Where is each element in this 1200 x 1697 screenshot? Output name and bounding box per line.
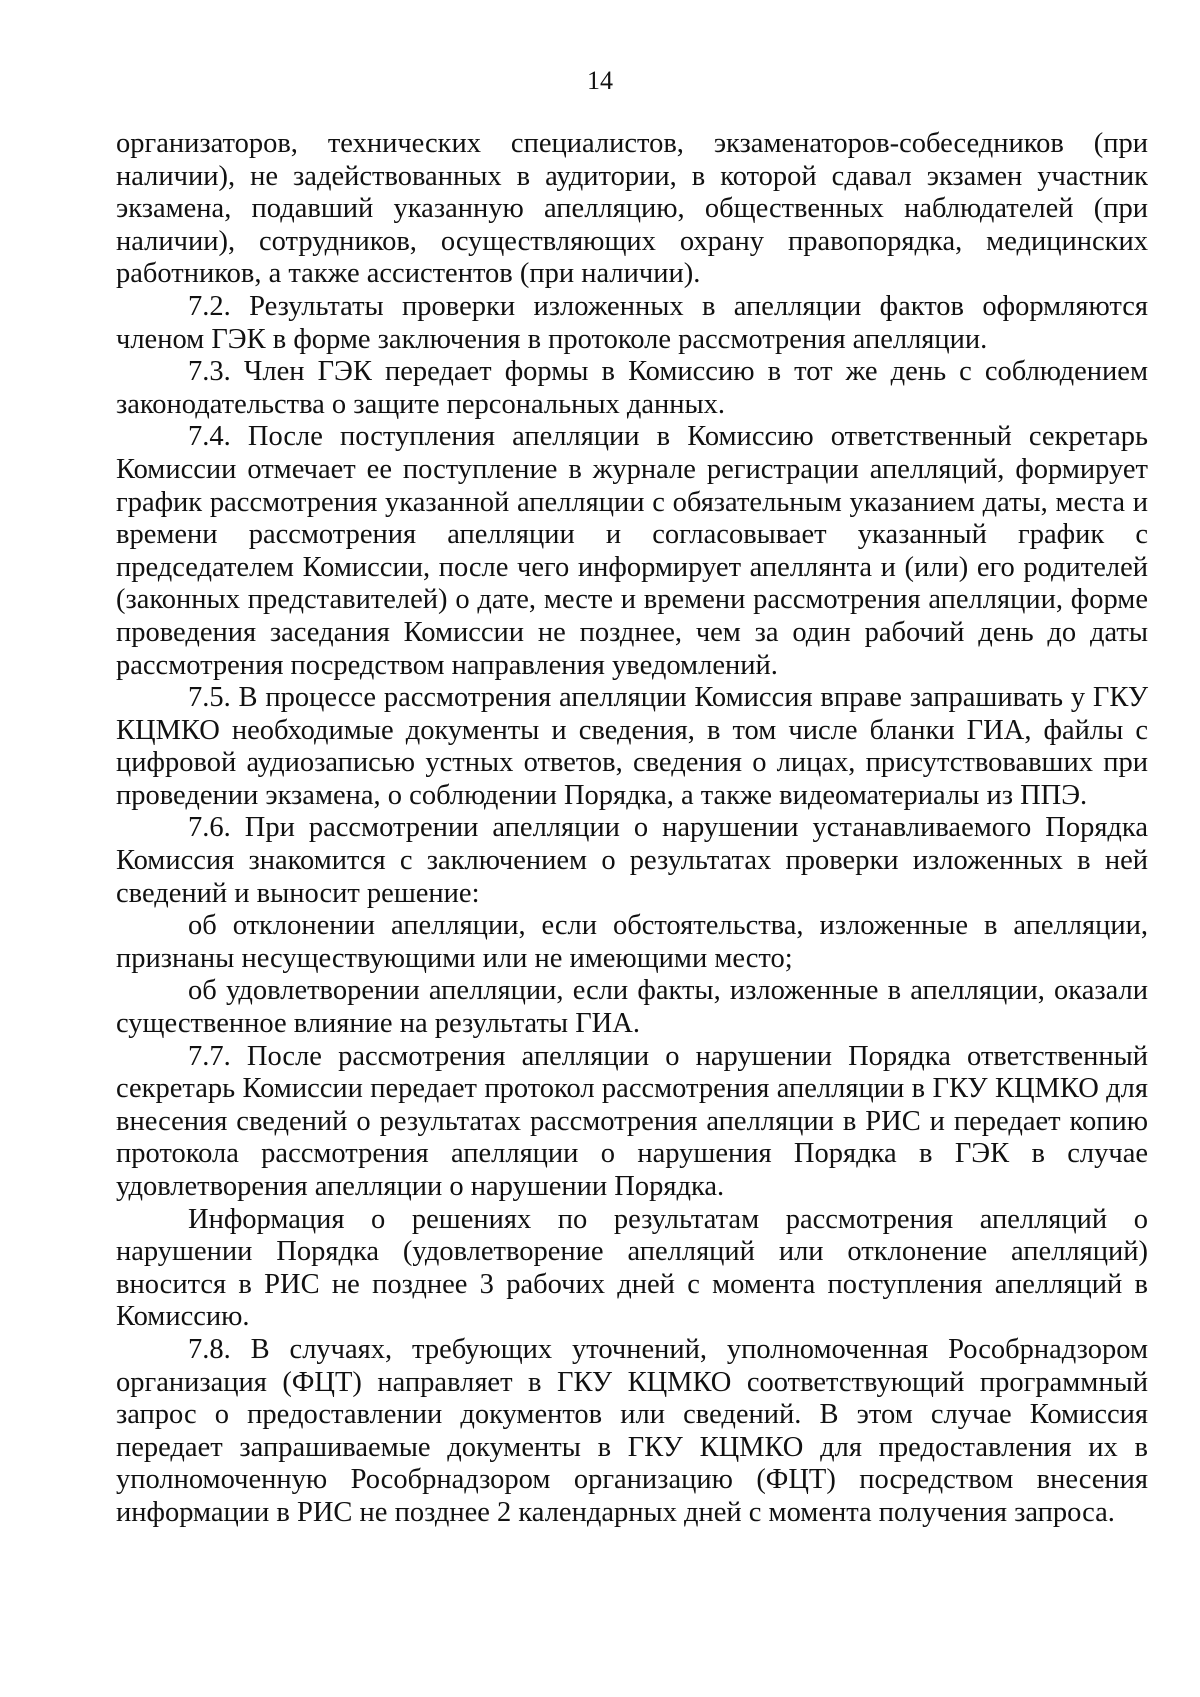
paragraph-7-6: 7.6. При рассмотрении апелляции о нарушении устанавливаемого Порядка Комиссия знакомится с заключением о результатах проверки изложенных в ней сведений и выносит решение: — [116, 812, 1148, 909]
paragraph-7-8: 7.8. В случаях, требующих уточнений, уполномоченная Рособрнадзором организация (ФЦТ) направляет в ГКУ КЦМКО соответствующий программный запрос о предоставлении документов или сведений. В этом случае Комиссия передает запрашиваемые документы в ГКУ КЦМКО для предоставления их в уполномоченную Рособрнадзором организацию (ФЦТ) посредством внесения информации в РИС не позднее 2 календарных дней с момента получения запроса. — [116, 1333, 1148, 1528]
paragraph-7-5: 7.5. В процессе рассмотрения апелляции Комиссия вправе запрашивать у ГКУ КЦМКО необходимые документы и сведения, в том числе бланки ГИА, файлы с цифровой аудиозаписью устных ответов, сведения о лицах, присутствовавших при проведении экзамена, о соблюдении Порядка, а также видеоматериалы из ППЭ. — [116, 682, 1148, 811]
paragraph-7-4: 7.4. После поступления апелляции в Комиссию ответственный секретарь Комиссии отмечает ее поступление в журнале регистрации апелляций, формирует график рассмотрения указанной апелляции с обязательным указанием даты, места и времени рассмотрения апелляции и согласовывает указанный график с председателем Комиссии, после чего информирует апеллянта и (или) его родителей (законных представителей) о дате, месте и времени рассмотрения апелляции, форме проведения заседания Комиссии не позднее, чем за один рабочий день до даты рассмотрения посредством направления уведомлений. — [116, 421, 1148, 681]
paragraph-7-7-information: Информация о решениях по результатам рассмотрения апелляций о нарушении Порядка (удовлетворение апелляций или отклонение апелляций) вносится в РИС не позднее 3 рабочих дней с момента поступления апелляций в Комиссию. — [116, 1203, 1148, 1333]
paragraph-7-2: 7.2. Результаты проверки изложенных в апелляции фактов оформляются членом ГЭК в форме заключения в протоколе рассмотрения апелляции. — [116, 290, 1148, 355]
paragraph-continuation: организаторов, технических специалистов, экзаменаторов-собеседников (при наличии), не задействованных в аудитории, в которой сдавал экзамен участник экзамена, подавший указанную апелляцию, общественных наблюдателей (при наличии), сотрудников, осуществляющих охрану правопорядка, медицинских работников, а также ассистентов (при наличии). — [116, 128, 1148, 290]
document-body — [116, 128, 1148, 1530]
paragraph-7-6-reject: об отклонении апелляции, если обстоятельства, изложенные в апелляции, признаны несуществующими или не имеющими место; — [116, 910, 1148, 974]
paragraph-7-7: 7.7. После рассмотрения апелляции о нарушении Порядка ответственный секретарь Комиссии передает протокол рассмотрения апелляции в ГКУ КЦМКО для внесения сведений о результатах рассмотрения апелляции в РИС и передает копию протокола рассмотрения апелляции о нарушения Порядка в ГЭК в случае удовлетворения апелляции о нарушении Порядка. — [116, 1040, 1148, 1202]
page-number: 14 — [587, 66, 613, 95]
paragraph-7-6-satisfy: об удовлетворении апелляции, если факты, изложенные в апелляции, оказали существенное влияние на результаты ГИА. — [116, 975, 1148, 1040]
paragraph-7-3: 7.3. Член ГЭК передает формы в Комиссию в тот же день с соблюдением законодательства о защите персональных данных. — [116, 356, 1148, 420]
